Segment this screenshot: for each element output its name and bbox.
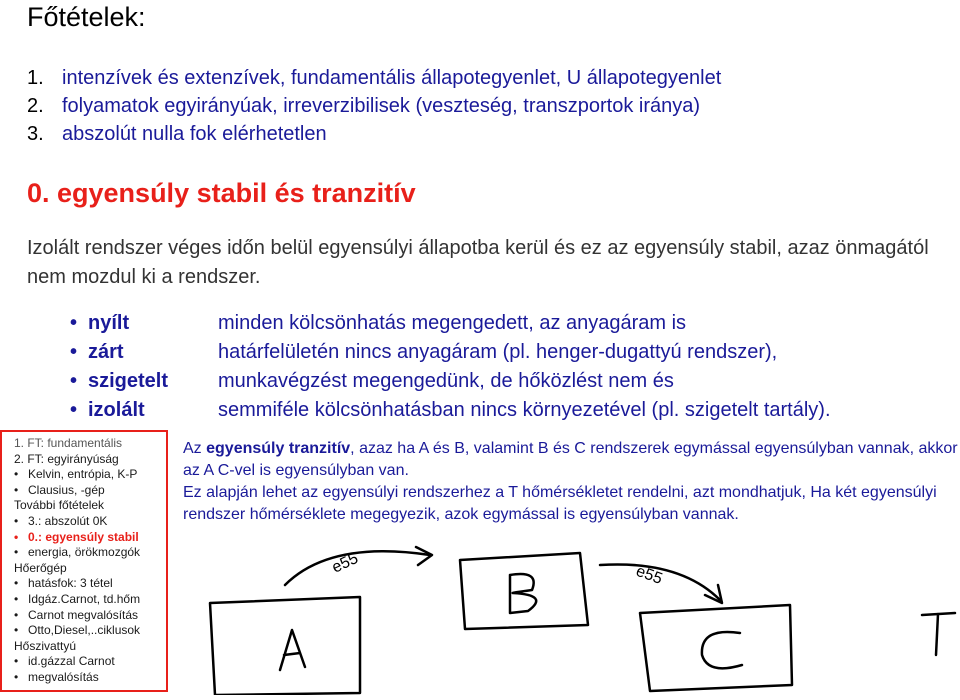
system-types-descriptions	[218, 309, 831, 425]
list-item: • szigetelt	[70, 370, 169, 392]
transitivity-text	[183, 438, 958, 526]
sidebar-item[interactable]: • id.gázzal Carnot	[14, 654, 115, 669]
isolated-system-paragraph: Izolált rendszer véges időn belül egyensúlyi állapotba kerül és ez az egyensúly stabil, azaz önmagától nem mozdul ki a rendszer.	[27, 237, 929, 288]
system-types-list	[70, 309, 168, 425]
outline-sidebar	[0, 430, 168, 692]
sidebar-item[interactable]: • 3.: abszolút 0K	[14, 513, 108, 528]
temperature-paragraph: Ez alapján lehet az egyensúlyi rendszerhez a T hőmérsékletet rendelni, azt mondhatjuk, Ha két egyensúlyi rendszer hőmérséklete megegyezik, azok egymással is egyensúlyban vannak.	[183, 484, 937, 523]
sidebar-item[interactable]: • hatásfok: 3 tétel	[14, 576, 113, 591]
main-law-list	[27, 64, 721, 148]
sidebar-item[interactable]: Hőerőgép	[14, 560, 67, 575]
sidebar-item[interactable]: • Clausius, -gép	[14, 482, 105, 497]
list-item: • izolált	[70, 399, 145, 421]
sidebar-item[interactable]: • megvalósítás	[14, 669, 99, 684]
list-item: • zárt	[70, 341, 124, 363]
sidebar-item[interactable]: További főtételek	[14, 498, 105, 513]
system-c-box	[640, 605, 792, 691]
eq-label-1: e55	[329, 549, 361, 577]
slide-title: Főtételek:	[27, 2, 146, 32]
eq-label-2: e55	[633, 562, 665, 588]
sidebar-item[interactable]: 2. FT: egyirányúság	[14, 451, 119, 466]
sidebar-item[interactable]: • Idgáz.Carnot, td.hőm	[14, 591, 141, 606]
sidebar-item-current[interactable]: • 0.: egyensúly stabil	[14, 529, 139, 544]
sidebar-item[interactable]: • Carnot megvalósítás	[14, 607, 139, 622]
list-item: • nyílt	[70, 312, 130, 334]
term-description: munkavégzést megengedünk, de hőközlést nem és	[218, 370, 674, 392]
arrow-a-b	[285, 551, 430, 585]
section-heading: 0. egyensúly stabil és tranzitív	[27, 178, 416, 208]
system-a-box	[210, 597, 360, 695]
list-item: 3. abszolút nulla fok elérhetetlen	[27, 123, 327, 145]
sidebar-item[interactable]: • Otto,Diesel,..ciklusok	[14, 623, 141, 638]
list-item: 2. folyamatok egyirányúak, irreverzibilisek (veszteség, transzportok iránya)	[27, 95, 701, 117]
term-description: minden kölcsönhatás megengedett, az anyagáram is	[218, 312, 687, 334]
sidebar-item[interactable]: • energia, örökmozgók	[14, 545, 141, 560]
sidebar-item[interactable]: • Kelvin, entrópia, K-P	[14, 467, 138, 482]
list-item: 1. intenzívek és extenzívek, fundamentális állapotegyenlet, U állapotegyenlet	[27, 67, 722, 89]
transitivity-sketch	[180, 545, 960, 695]
sidebar-item[interactable]: Hőszivattyú	[14, 638, 77, 653]
transitivity-paragraph: Az egyensúly tranzitív, azaz ha A és B, valamint B és C rendszerek egymással egyensúlyban vannak, akkor az A C-vel is egyensúlyban van.	[183, 440, 958, 479]
term-description: semmiféle kölcsönhatásban nincs környezetével (pl. szigetelt tartály).	[218, 399, 831, 421]
sidebar-item[interactable]: 1. FT: fundamentális	[14, 436, 123, 450]
term-description: határfelületén nincs anyagáram (pl. henger-dugattyú rendszer),	[218, 341, 778, 363]
